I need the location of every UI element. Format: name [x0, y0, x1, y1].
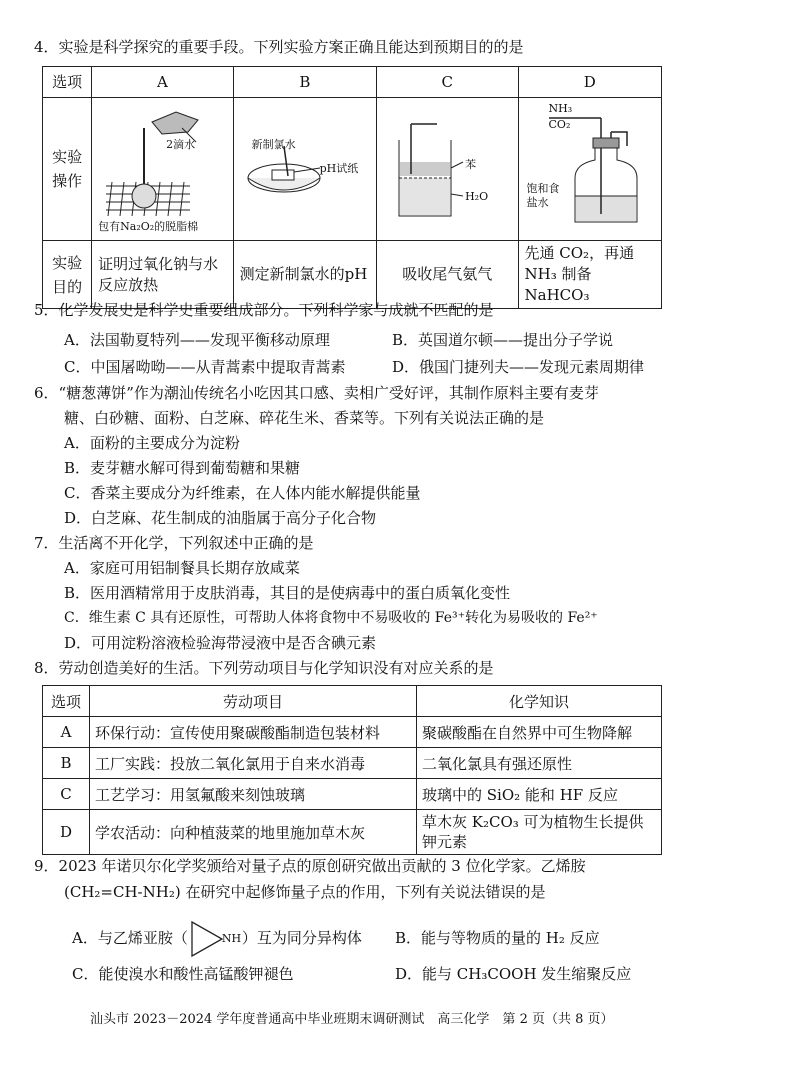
q4-a-drops-label: 2滴水: [166, 138, 196, 151]
q8-row-d-labor: 学农活动：向种植菠菜的地里施加草木灰: [90, 810, 417, 855]
q8-header-option: 选项: [43, 686, 90, 717]
q9-option-d: D．能与 CH₃COOH 发生缩聚反应: [395, 965, 632, 983]
q8-table: [42, 685, 662, 855]
q4-b-paper-label: pH试纸: [319, 162, 359, 175]
q7-option-a: A．家庭可用铝制餐具长期存放咸菜: [64, 559, 300, 577]
q4-c-benzene-label: 苯: [465, 158, 477, 171]
q5-option-c: C．中国屠呦呦——从青蒿素中提取青蒿素: [64, 358, 346, 376]
q7-option-c: C．维生素 C 具有还原性，可帮助人体将食物中不易吸收的 Fe³⁺转化为易吸收的 Fe²⁺: [64, 610, 598, 626]
q8-header-chem: 化学知识: [417, 686, 662, 717]
q8-row-b-labor: 工厂实践：投放二氧化氯用于自来水消毒: [90, 748, 417, 779]
q4-header-b: B: [233, 67, 376, 98]
q4-figure-a: [92, 98, 233, 241]
q4-d-nh3-label: NH₃: [548, 102, 573, 115]
q4-figure-d: [518, 98, 661, 241]
q8-row-a-option: A: [43, 717, 90, 748]
q5-stem: 5．化学发展史是科学史重要组成部分。下列科学家与成就不匹配的是: [34, 301, 494, 319]
sodium-peroxide-apparatus-icon: [92, 98, 230, 238]
q4-stem: 4．实验是科学探究的重要手段。下列实验方案正确且能达到预期目的的是: [34, 38, 524, 56]
q7-option-d: D．可用淀粉溶液检验海带浸液中是否含碘元素: [64, 634, 377, 652]
q8-row-b-option: B: [43, 748, 90, 779]
q8-row-c-option: C: [43, 779, 90, 810]
q5-option-b: B．英国道尔顿——提出分子学说: [392, 331, 614, 349]
q6-stem-line1: 6．“糖葱薄饼”作为潮汕传统名小吃因其口感、卖相广受好评，其制作原料主要有麦芽: [34, 384, 599, 402]
q4-header-option: 选项: [43, 67, 92, 98]
q8-row-a-chem: 聚碳酸酯在自然界中可生物降解: [417, 717, 662, 748]
q6-stem-line2: 糖、白砂糖、面粉、白芝麻、碎花生米、香菜等。下列有关说法正确的是: [64, 409, 545, 427]
q4-row-label-operation: 实验操作: [43, 98, 92, 241]
ammonia-absorption-beaker-icon: [377, 98, 515, 238]
q8-row-c-chem: 玻璃中的 SiO₂ 能和 HF 反应: [417, 779, 662, 810]
q9-option-a-prefix: A．与乙烯亚胺（: [72, 929, 188, 947]
q9-option-c: C．能使溴水和酸性高锰酸钾褪色: [72, 965, 294, 983]
q4-b-water-label: 新制氯水: [251, 138, 296, 151]
q8-row-b-chem: 二氧化氯具有强还原性: [417, 748, 662, 779]
q4-figure-c: [377, 98, 518, 241]
ethyleneimine-nh-label: NH: [221, 932, 242, 945]
q6-option-c: C．香菜主要成分为纤维素，在人体内能水解提供能量: [64, 484, 421, 502]
q5-option-d: D．俄国门捷列夫——发现元素周期律: [392, 358, 645, 376]
q9-stem-line2: (CH₂=CH-NH₂) 在研究中起修饰量子点的作用，下列有关说法错误的是: [64, 883, 546, 901]
q4-header-c: C: [377, 67, 518, 98]
table-row: [43, 717, 662, 748]
q8-row-c-labor: 工艺学习：用氢氟酸来刻蚀玻璃: [90, 779, 417, 810]
q4-a-cotton-label: 包有Na₂O₂的脱脂棉: [98, 220, 199, 233]
q4-row-label-purpose: 实验目的: [43, 241, 92, 309]
q4-table: [42, 66, 662, 309]
q4-purpose-a: 证明过氧化钠与水反应放热: [92, 241, 233, 309]
q6-option-a: A．面粉的主要成分为淀粉: [64, 434, 240, 452]
page-footer: 汕头市 2023－2024 学年度普通高中毕业班期末调研测试 高三化学 第 2 页（共 8 页）: [90, 1012, 614, 1027]
q8-row-d-option: D: [43, 810, 90, 855]
q4-d-brine-label: 饱和食盐水: [526, 182, 560, 209]
q8-stem: 8．劳动创造美好的生活。下列劳动项目与化学知识没有对应关系的是: [34, 659, 494, 677]
q6-option-d: D．白芝麻、花生制成的油脂属于高分子化合物: [64, 509, 377, 527]
q8-row-a-labor: 环保行动：宣传使用聚碳酸酯制造包装材料: [90, 717, 417, 748]
q9-option-a-suffix: ）互为同分异构体: [241, 929, 362, 947]
q4-purpose-c: 吸收尾气氨气: [377, 241, 518, 309]
q4-purpose-b: 测定新制氯水的pH: [233, 241, 376, 309]
table-row: [43, 779, 662, 810]
q4-d-co2-label: CO₂: [548, 118, 571, 131]
q4-c-water-label: H₂O: [465, 190, 489, 203]
q6-option-b: B．麦芽糖水解可得到葡萄糖和果糖: [64, 459, 301, 477]
q4-header-a: A: [92, 67, 233, 98]
gas-wash-bottle-icon: [519, 98, 659, 238]
q5-option-a: A．法国勒夏特列——发现平衡移动原理: [64, 331, 330, 349]
q9-stem-line1: 9．2023 年诺贝尔化学奖颁给对量子点的原创研究做出贡献的 3 位化学家。乙烯胺: [34, 857, 586, 875]
q9-option-b: B．能与等物质的量的 H₂ 反应: [395, 929, 600, 947]
q7-stem: 7．生活离不开化学，下列叙述中正确的是: [34, 534, 314, 552]
q8-row-d-chem: 草木灰 K₂CO₃ 可为植物生长提供钾元素: [417, 810, 662, 855]
q4-header-d: D: [518, 67, 661, 98]
q9-option-a: [72, 928, 362, 949]
table-row: [43, 748, 662, 779]
q4-figure-b: [233, 98, 376, 241]
q4-purpose-d: 先通 CO₂，再通 NH₃ 制备 NaHCO₃: [518, 241, 661, 309]
q7-option-b: B．医用酒精常用于皮肤消毒，其目的是使病毒中的蛋白质氧化变性: [64, 584, 511, 602]
ethyleneimine-structure-icon: [188, 929, 242, 949]
q8-header-labor: 劳动项目: [90, 686, 417, 717]
table-row: [43, 810, 662, 855]
